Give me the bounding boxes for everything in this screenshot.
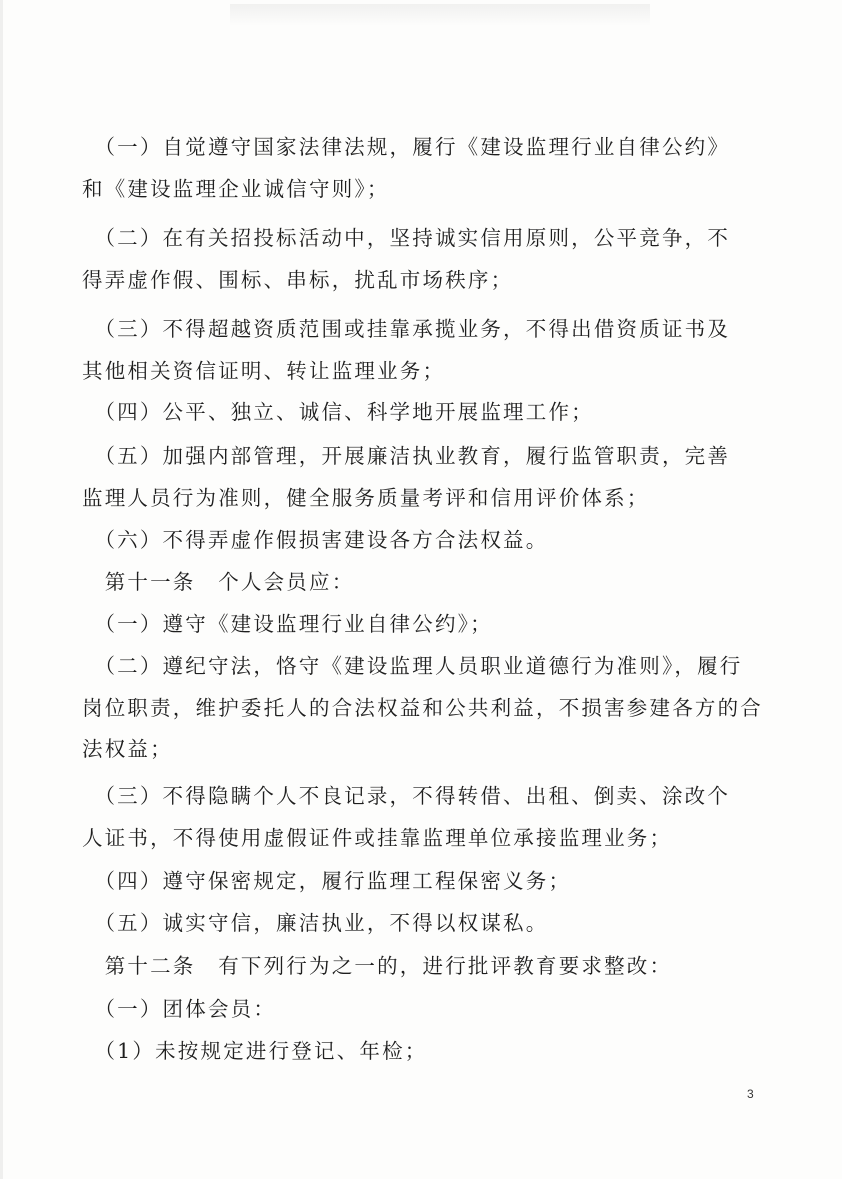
paragraph-line: 和《建设监理企业诚信守则》； bbox=[82, 176, 390, 201]
paragraph-line: （一）团体会员： bbox=[82, 997, 277, 1021]
paragraph-line: （一）自觉遵守国家法律法规，履行《建设监理行业自律公约》 bbox=[82, 135, 731, 159]
paragraph-line: （四）遵守保密规定，履行监理工程保密义务； bbox=[82, 869, 572, 893]
paragraph-11 bbox=[82, 861, 762, 903]
page-number: 3 bbox=[747, 1087, 754, 1101]
paragraph-line: 岗位职责，维护委托人的合法权益和公共利益，不损害参建各方的合 bbox=[82, 695, 763, 720]
paragraph-15 bbox=[82, 1031, 762, 1073]
paragraph-line: 第十二条 有下列行为之一的，进行批评教育要求整改： bbox=[82, 954, 673, 978]
paragraph-10 bbox=[82, 776, 762, 859]
scan-edge bbox=[0, 0, 3, 1179]
paragraph-line: （三）不得隐瞒个人不良记录，不得转借、出租、倒卖、涂改个 bbox=[82, 784, 731, 808]
paragraph-3 bbox=[82, 309, 762, 392]
paragraph-14 bbox=[82, 989, 762, 1031]
paragraph-4 bbox=[82, 392, 762, 434]
paragraph-line: 第十一条 个人会员应： bbox=[82, 570, 355, 594]
paragraph-line: （二）在有关招投标活动中，坚持诚实信用原则，公平竞争，不 bbox=[82, 226, 731, 250]
article-11-heading bbox=[82, 562, 762, 604]
paragraph-line: 其他相关资信证明、转让监理业务； bbox=[82, 358, 446, 383]
paragraph-line: （五）诚实守信，廉洁执业，不得以权谋私。 bbox=[82, 911, 549, 935]
paragraph-5 bbox=[82, 436, 762, 519]
paragraph-line: （四）公平、独立、诚信、科学地开展监理工作； bbox=[82, 400, 594, 424]
scan-shadow bbox=[230, 4, 650, 26]
paragraph-line: 监理人员行为准则，健全服务质量考评和信用评价体系； bbox=[82, 485, 650, 510]
paragraph-2 bbox=[82, 218, 762, 301]
paragraph-line: （1）未按规定进行登记、年检； bbox=[82, 1039, 428, 1063]
paragraph-line: 法权益； bbox=[82, 737, 173, 761]
paragraph-line: （六）不得弄虚作假损害建设各方合法权益。 bbox=[82, 528, 549, 552]
paragraph-line: （二）遵纪守法，恪守《建设监理人员职业道德行为准则》，履行 bbox=[82, 654, 743, 678]
article-12-heading bbox=[82, 946, 762, 988]
paragraph-line: 人证书，不得使用虚假证件或挂靠监理单位承接监理业务； bbox=[82, 825, 673, 850]
paragraph-1 bbox=[82, 127, 762, 210]
paragraph-12 bbox=[82, 903, 762, 945]
paragraph-6 bbox=[82, 520, 762, 562]
paragraph-8 bbox=[82, 604, 762, 646]
paragraph-line: （五）加强内部管理，开展廉洁执业教育，履行监管职责，完善 bbox=[82, 444, 731, 468]
paragraph-line: （一）遵守《建设监理行业自律公约》； bbox=[82, 612, 493, 636]
paragraph-9 bbox=[82, 646, 762, 771]
paragraph-line: （三）不得超越资质范围或挂靠承揽业务，不得出借资质证书及 bbox=[82, 317, 731, 341]
paragraph-line: 得弄虚作假、围标、串标，扰乱市场秩序； bbox=[82, 267, 514, 292]
